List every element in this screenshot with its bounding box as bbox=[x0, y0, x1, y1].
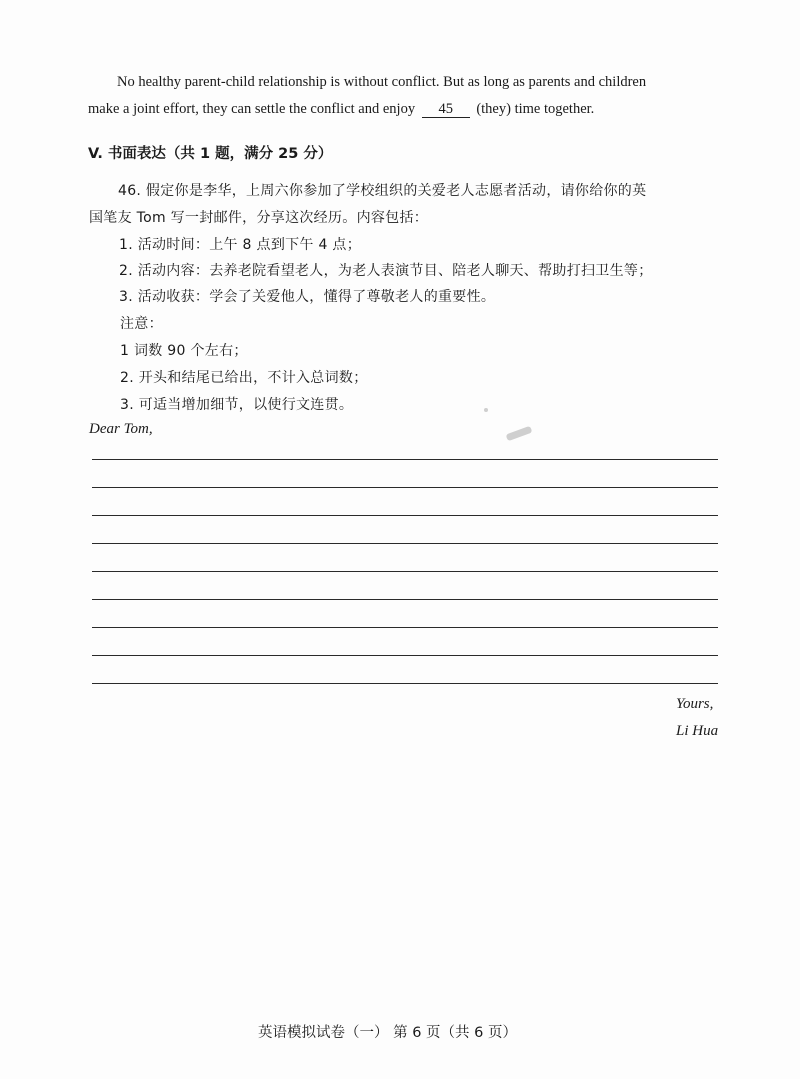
writing-line-4 bbox=[92, 543, 718, 544]
note-3: 3. 可适当增加细节，以使行文连贯。 bbox=[120, 397, 354, 413]
writing-line-5 bbox=[92, 571, 718, 572]
task-point-3: 3. 活动收获：学会了关爱他人，懂得了尊敬老人的重要性。 bbox=[119, 289, 496, 305]
note-1: 1 词数 90 个左右； bbox=[120, 343, 248, 359]
answer-blank-45: 45 bbox=[422, 102, 470, 118]
writing-line-8 bbox=[92, 655, 718, 656]
notes-title: 注意： bbox=[120, 316, 163, 332]
letter-closing: Yours, bbox=[676, 696, 714, 712]
task-point-1: 1. 活动时间：上午 8 点到下午 4 点； bbox=[119, 237, 362, 253]
letter-signature: Li Hua bbox=[676, 723, 719, 739]
task-point-2: 2. 活动内容：去养老院看望老人，为老人表演节目、陪老人聊天、帮助打扫卫生等； bbox=[119, 263, 653, 279]
letter-greeting: Dear Tom, bbox=[89, 421, 153, 437]
passage-line-2-after: (they) time together. bbox=[476, 101, 595, 117]
task-intro-line-1: 46. 假定你是李华，上周六你参加了学校组织的关爱老人志愿者活动，请你给你的英 bbox=[118, 183, 647, 199]
scan-speck bbox=[484, 408, 488, 412]
passage-line-2 bbox=[88, 101, 594, 118]
passage-line-2-before: make a joint effort, they can settle the conflict and enjoy bbox=[88, 101, 416, 117]
writing-line-9 bbox=[92, 683, 718, 684]
writing-line-6 bbox=[92, 599, 718, 600]
passage-line-1: No healthy parent-child relationship is without conflict. But as long as parents and children bbox=[117, 74, 647, 90]
note-2: 2. 开头和结尾已给出，不计入总词数； bbox=[120, 370, 368, 386]
task-intro-line-2: 国笔友 Tom 写一封邮件，分享这次经历。内容包括： bbox=[89, 210, 429, 226]
section-heading: V. 书面表达（共 1 题，满分 25 分） bbox=[88, 146, 333, 162]
writing-line-3 bbox=[92, 515, 718, 516]
scan-smudge bbox=[506, 426, 533, 441]
page-footer: 英语模拟试卷（一） 第 6 页（共 6 页） bbox=[258, 1025, 517, 1041]
writing-line-2 bbox=[92, 487, 718, 488]
writing-line-1 bbox=[92, 459, 718, 460]
writing-line-7 bbox=[92, 627, 718, 628]
